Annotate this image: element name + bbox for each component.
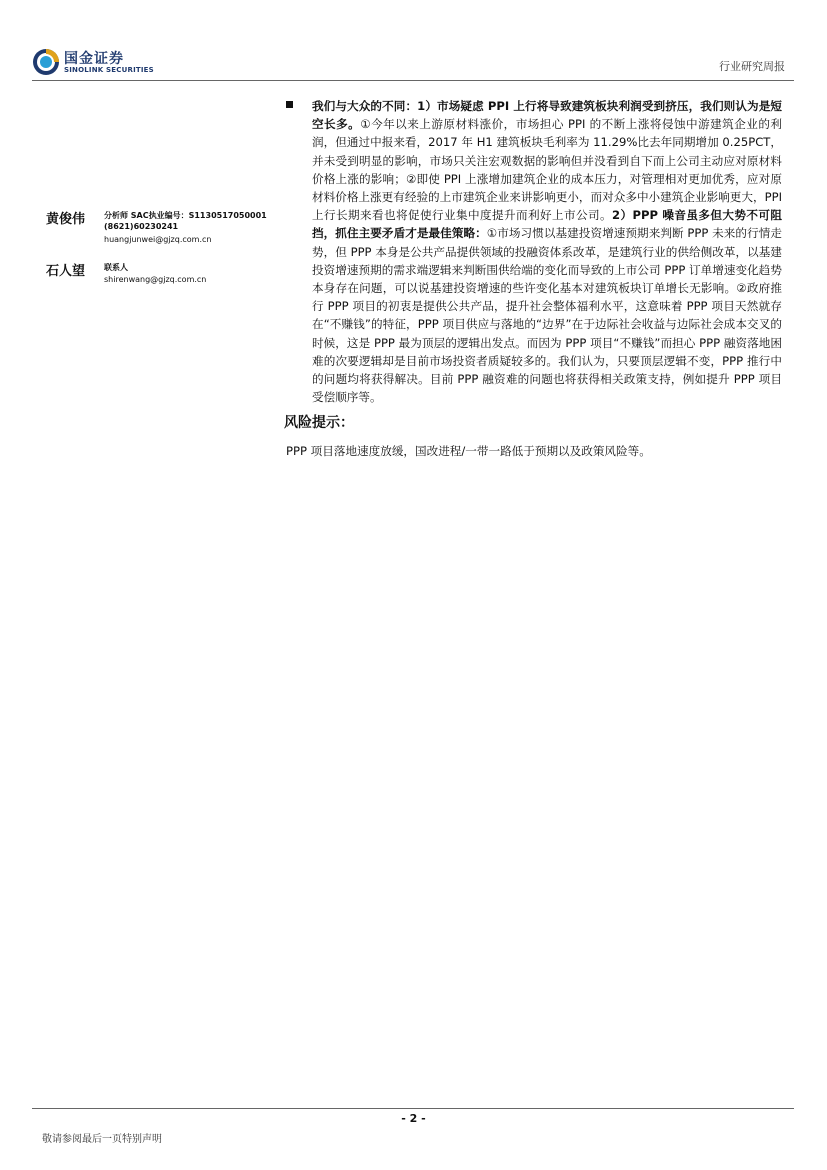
logo-english-name: SINOLINK SECURITIES (64, 66, 154, 74)
key-point-1: 我们与大众的不同：1）市场疑虑 PPI 上行将导致建筑板块利润受到挤压，我们则认为是短空长多。 (312, 99, 782, 132)
sinolink-logo-icon (32, 48, 60, 76)
page-header (0, 0, 827, 82)
analyst-entry (46, 208, 286, 260)
analyst-role: 联系人 (104, 263, 128, 272)
analyst-name: 黄俊伟 (46, 212, 86, 227)
footer-divider (32, 1108, 794, 1109)
report-type-label: 行业研究周报 (719, 60, 785, 73)
analyst-role: 分析师 SAC执业编号：S1130517050001 (104, 211, 267, 220)
header-divider (32, 80, 794, 81)
paragraph-text-1: ①今年以来上游原材料涨价，市场担心 PPI 的不断上涨将侵蚀中游建筑企业的利润，但通过中报来看，2017 年 H1 建筑板块毛利率为 11.29%比去年同期增加 0.25PCT，并未受到明显的影响，市场只关注宏观数据的影响但并没看到自下而上公司主动应对原材料价格上涨的影响；②即使 PPI 上涨增加建筑企业的成本压力，对管理相对更加优秀，应对原材料价格上涨更有经验的上市建筑企业来讲影响更小，而对众多中小建筑企业影响更大，PPI 上行长期来看也将促使行业集中度提升而利好上市公司。 (312, 117, 782, 223)
analyst-name: 石人望 (46, 264, 86, 279)
risk-section-title: 风险提示： (284, 415, 354, 432)
page-number: - 2 - (401, 1112, 426, 1125)
company-logo (32, 46, 182, 78)
footer-disclaimer: 敬请参阅最后一页特别声明 (42, 1134, 162, 1145)
analyst-info (46, 208, 286, 300)
logo-chinese-name: 国金证券 (64, 51, 124, 67)
main-content (286, 97, 782, 460)
square-bullet-icon (286, 101, 293, 108)
analyst-entry (46, 260, 286, 300)
analyst-email[interactable]: shirenwang@gjzq.com.cn (104, 275, 207, 284)
analyst-phone: (8621)60230241 (104, 222, 179, 231)
paragraph-text-2: ①市场习惯以基建投资增速预期来判断 PPP 未来的行情走势，但 PPP 本身是公共产品提供领域的投融资体系改革，是建筑行业的供给侧改革，以基建投资增速预期的需求端逻辑来判断围供给端的变化而导致的上市公司 PPP 订单增速变化趋势本身存在问题，可以说基建投资增速的些许变化基本对建筑板块订单增长无影响。②政府推行 PPP 项目的初衷是提供公共产品，提升社会整体福利水平，这意味着 PPP 项目天然就存在“不赚钱”的特征，PPP 项目供应与落地的“边界”在于边际社会收益与边际社会成本交叉的时候，这是 PPP 最为顶层的逻辑出发点。而因为 PPP 项目“不赚钱”而担心 PPP 融资落地困难的次要逻辑却是目前市场投资者质疑较多的。我们认为，只要顶层逻辑不变，PPP 推行中的问题均将获得解决。目前 PPP 融资难的问题也将获得相关政策支持，例如提升 PPP 项目受偿顺序等。 (312, 226, 782, 405)
bullet-paragraph (286, 97, 782, 406)
key-point-2: 2）PPP 噪音虽多但大势不可阻挡，抓住主要矛盾才是最佳策略： (312, 208, 782, 241)
risk-text: PPP 项目落地速度放缓，国改进程/一带一路低于预期以及政策风险等。 (286, 444, 651, 459)
body-paragraph (312, 97, 782, 406)
analyst-email[interactable]: huangjunwei@gjzq.com.cn (104, 235, 212, 244)
